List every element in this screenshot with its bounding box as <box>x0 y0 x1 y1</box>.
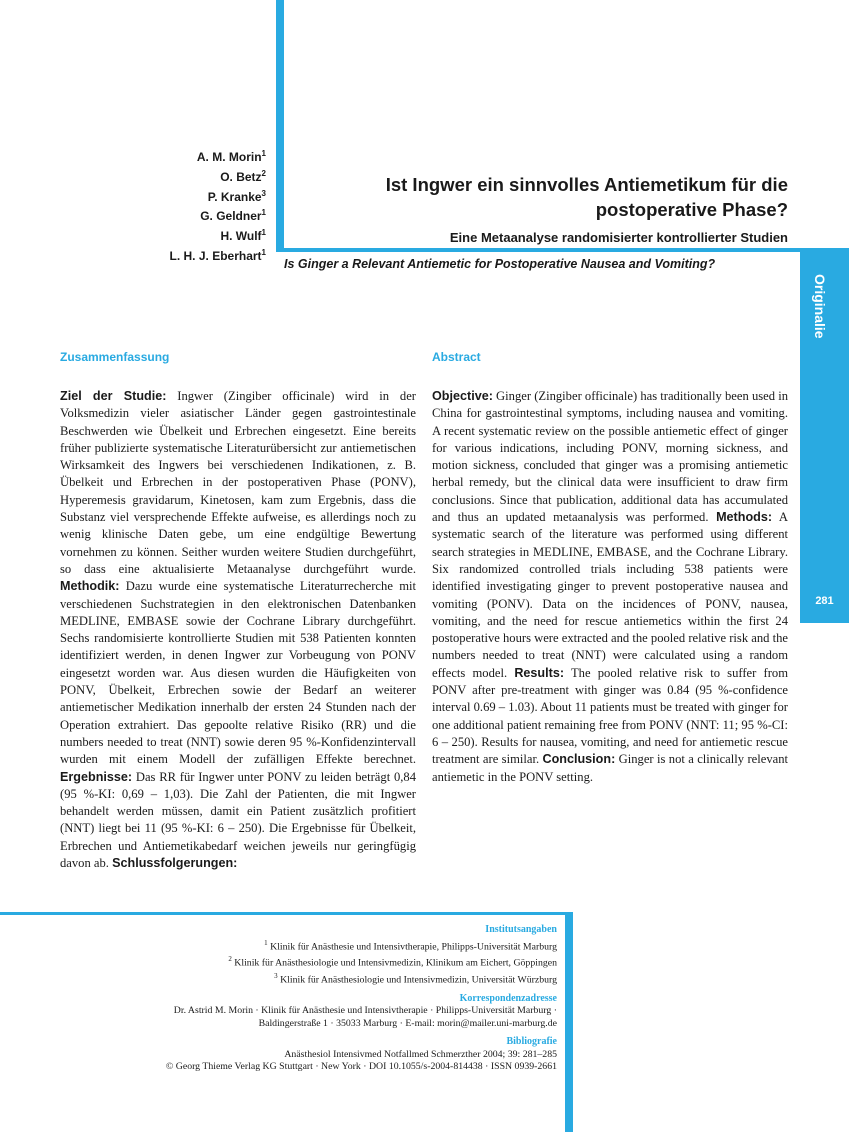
correspondence-line: Baldingerstraße 1 · 35033 Marburg · E-mail: morin@mailer.uni-marburg.de <box>258 1017 557 1029</box>
correspondence-block <box>60 993 557 1031</box>
institutions-heading: Institutsangaben <box>485 924 557 935</box>
header-accent-horizontal-bar <box>276 248 849 252</box>
section-label: Originalie <box>812 274 828 339</box>
author-list <box>170 146 266 265</box>
english-title: Is Ginger a Relevant Antiemetic for Postoperative Nausea and Vomiting? <box>284 257 716 271</box>
institution-line: $^1$ Klinik für Anästhesie und Intensivtherapie, Philipps-Universität Marburg <box>264 938 557 952</box>
german-abstract-column <box>60 350 416 872</box>
author: G. Geldner$^1$ <box>200 208 266 224</box>
article-footer <box>60 924 557 1080</box>
institutions-block <box>60 924 557 987</box>
institution-line: $^3$ Klinik für Anästhesiologie und Intensivmedizin, Universität Würzburg <box>274 972 557 986</box>
bibliography-block <box>60 1036 557 1074</box>
author: P. Kranke$^3$ <box>207 188 266 204</box>
german-abstract-text: Ziel der Studie: Ingwer (Zingiber officinale) wird in der Volksmedizin vieler asiatischer Länder gegen gastrointestinale Beschwerden wie Übelkeit und Erbrechen eingesetzt. Eine bereits früher publizierte systematische Literaturübersicht zur antiemetischen Wirksamkeit des Ingwers bei verschiedenen Indikationen, z. B. Übelkeit und Erbrechen in der postoperativen Phase (PONV), Hyperemesis gravidarum, Kinetosen, kam zum Ergebnis, dass die Substanz viel versprechende Effekte aufweise, es allerdings noch zu wenig klinische Daten gebe, um eine endgültige Bewertung vornehmen zu können. Seither wurden weitere Studien durchgeführt, so dass eine aktualisierte Metaanalyse durchgeführt wurde. Methodik: Dazu wurde eine systematische Literaturrecherche mit verschiedenen Suchstrategien in den elektronischen Datenbanken MEDLINE, EMBASE sowie der Cochrane Library durchgeführt. Sechs randomisierte kontrollierte Studien mit 538 Patienten konnten identifiziert werden, in denen Ingwer zur Vorbeugung von PONV eingesetzt worden war. Aus diesen wurden die Häufigkeiten von PONV, Übelkeit, Erbrechen sowie der Bedarf an weiterer antiemetischer Medikation innerhalb der ersten 24 Stunden nach der Operation extrahiert. Das gepoolte relative Risiko (RR) und die numbers needed to treat (NNT) sowie deren 95 %-Konfidenzintervall wurden mit einem Modell der zufälligen Effekte berechnet. Ergebnisse: Das RR für Ingwer unter PONV zu leiden beträgt 0,84 (95 %-KI: 0,69 – 1,03). Die Zahl der Patienten, die mit Ingwer behandelt werden müssen, damit ein Patient zusätzlich profitiert (NNT) liegt bei 11 (95 %-KI: 6 – 250). Die Ergebnisse für Übelkeit, Erbrechen und Antiemetikabedarf weichen jeweils nur geringfügig davon ab. Schlussfolgerungen: <box>60 389 416 871</box>
english-abstract-text: Objective: Ginger (Zingiber officinale) has traditionally been used in China for gastrointestinal symptoms, including nausea and vomiting. A recent systematic review on the possible antiemetic effect of ginger for various indications, including PONV, morning sickness, and motion sickness, concluded that ginger was a promising antiemetic herbal remedy, but the clinical data were insufficient to draw firm conclusions. Since that publication, additional data has accumulated and thus an updated metaanalysis was performed. Methods: A systematic search of the literature was performed using different search strategies in MEDLINE, EMBASE, and the Cochrane Library. Six randomized controlled trials including 538 patients were identified investigating ginger to prevent postoperative nausea and vomiting (PONV). Data on the incidences of PONV, nausea, vomiting, and the need for rescue antiemetics within the first 24 postoperative hours were extracted and the pooled relative risk and the numbers needed to treat (NNT) were calculated using a random effects model. Results: The pooled relative risk to suffer from PONV after pre-treatment with ginger was 0.84 (95 %-confidence interval 0.69 – 1.03). About 11 patients must be treated with ginger for one additional patient remaining free from PONV (NNT: 11; 95 %-CI: 6 – 250). Results for nausea, vomiting, and need for antiemetic rescue treatment are similar. Conclusion: Ginger is not a clinically relevant antiemetic in the PONV setting. <box>432 389 788 784</box>
german-abstract-heading: Zusammenfassung <box>60 350 170 364</box>
bibliography-line: © Georg Thieme Verlag KG Stuttgart · New York · DOI 10.1055/s-2004-814438 · ISSN 0939-2661 <box>165 1061 557 1073</box>
bibliography-line: Anästhesiol Intensivmed Notfallmed Schmerzther 2004; 39: 281–285 <box>284 1048 557 1060</box>
author: L. H. J. Eberhart$^1$ <box>169 247 266 263</box>
author: A. M. Morin$^1$ <box>196 149 266 164</box>
english-abstract-column <box>432 350 788 786</box>
author: H. Wulf$^1$ <box>220 228 266 244</box>
article-title: Ist Ingwer ein sinnvolles Antiemetikum für die postoperative Phase? <box>385 174 788 220</box>
header-accent-vertical-bar <box>276 0 284 252</box>
bibliography-heading: Bibliografie <box>506 1036 557 1048</box>
institution-line: $^2$ Klinik für Anästhesiologie und Intensivmedizin, Klinikum am Eichert, Göppingen <box>228 955 557 969</box>
author: O. Betz$^2$ <box>220 168 266 184</box>
section-side-tab <box>800 252 849 623</box>
correspondence-heading: Korrespondenzadresse <box>459 992 557 1004</box>
english-abstract-heading: Abstract <box>432 350 481 364</box>
footer-accent-vertical-bar <box>565 912 573 1132</box>
footer-accent-horizontal-bar <box>0 912 573 915</box>
article-subtitle: Eine Metaanalyse randomisierter kontrollierter Studien <box>449 230 788 245</box>
page-number: 281 <box>815 595 834 607</box>
correspondence-line: Dr. Astrid M. Morin · Klinik für Anästhesie und Intensivtherapie · Philipps-Universität Marburg · <box>173 1005 557 1017</box>
